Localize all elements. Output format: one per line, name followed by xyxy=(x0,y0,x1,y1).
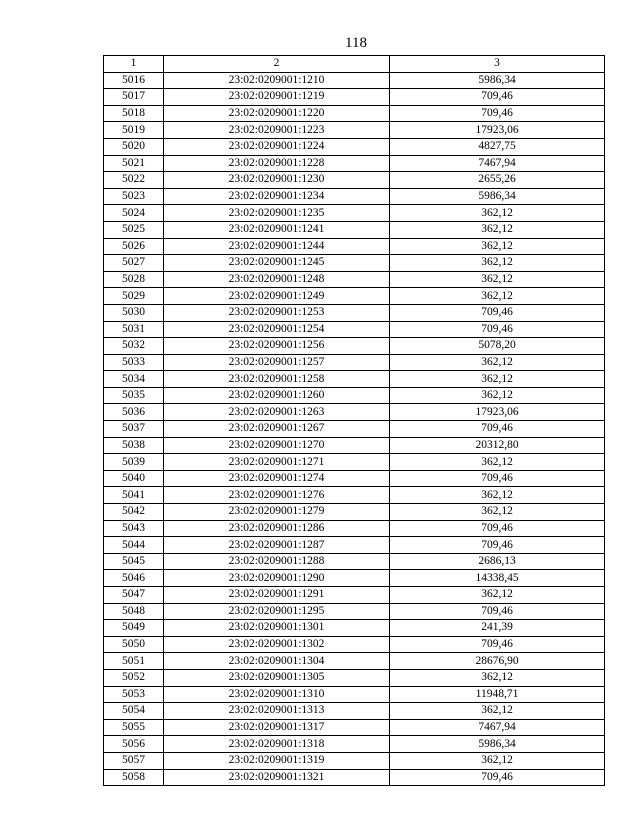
table-row xyxy=(104,89,605,106)
cadastral-number-cell: 23:02:0209001:1288 xyxy=(164,553,390,570)
row-number-cell: 5042 xyxy=(104,504,164,521)
row-number-cell: 5049 xyxy=(104,620,164,637)
cadastral-number-cell: 23:02:0209001:1276 xyxy=(164,487,390,504)
value-cell: 20312,80 xyxy=(390,437,605,454)
row-number-cell: 5038 xyxy=(104,437,164,454)
value-cell: 362,12 xyxy=(390,288,605,305)
table-row xyxy=(104,537,605,554)
value-cell: 2686,13 xyxy=(390,553,605,570)
table-row xyxy=(104,255,605,272)
value-cell: 709,46 xyxy=(390,421,605,438)
row-number-cell: 5018 xyxy=(104,105,164,122)
table-row xyxy=(104,570,605,587)
row-number-cell: 5046 xyxy=(104,570,164,587)
value-cell: 11948,71 xyxy=(390,686,605,703)
table-row xyxy=(104,769,605,786)
table-row xyxy=(104,271,605,288)
cadastral-number-cell: 23:02:0209001:1270 xyxy=(164,437,390,454)
row-number-cell: 5034 xyxy=(104,371,164,388)
table-row xyxy=(104,487,605,504)
table-row xyxy=(104,72,605,89)
cadastral-number-cell: 23:02:0209001:1248 xyxy=(164,271,390,288)
row-number-cell: 5030 xyxy=(104,304,164,321)
table-row xyxy=(104,138,605,155)
cadastral-number-cell: 23:02:0209001:1245 xyxy=(164,255,390,272)
table-row xyxy=(104,703,605,720)
row-number-cell: 5057 xyxy=(104,752,164,769)
table-row xyxy=(104,205,605,222)
value-cell: 709,46 xyxy=(390,470,605,487)
value-cell: 5078,20 xyxy=(390,338,605,355)
value-cell: 709,46 xyxy=(390,520,605,537)
row-number-cell: 5020 xyxy=(104,138,164,155)
value-cell: 362,12 xyxy=(390,221,605,238)
cadastral-number-cell: 23:02:0209001:1290 xyxy=(164,570,390,587)
value-cell: 709,46 xyxy=(390,89,605,106)
row-number-cell: 5048 xyxy=(104,603,164,620)
table-row xyxy=(104,653,605,670)
table-row xyxy=(104,553,605,570)
cadastral-number-cell: 23:02:0209001:1228 xyxy=(164,155,390,172)
table-row xyxy=(104,371,605,388)
row-number-cell: 5052 xyxy=(104,669,164,686)
value-cell: 362,12 xyxy=(390,669,605,686)
value-cell: 362,12 xyxy=(390,205,605,222)
value-cell: 28676,90 xyxy=(390,653,605,670)
cadastral-number-cell: 23:02:0209001:1274 xyxy=(164,470,390,487)
value-cell: 4827,75 xyxy=(390,138,605,155)
column-header-number: 1 xyxy=(104,56,164,73)
value-cell: 709,46 xyxy=(390,636,605,653)
cadastral-number-cell: 23:02:0209001:1302 xyxy=(164,636,390,653)
row-number-cell: 5023 xyxy=(104,188,164,205)
cadastral-number-cell: 23:02:0209001:1286 xyxy=(164,520,390,537)
value-cell: 362,12 xyxy=(390,587,605,604)
table-row xyxy=(104,421,605,438)
row-number-cell: 5025 xyxy=(104,221,164,238)
table-row xyxy=(104,752,605,769)
cadastral-number-cell: 23:02:0209001:1271 xyxy=(164,454,390,471)
row-number-cell: 5036 xyxy=(104,404,164,421)
value-cell: 709,46 xyxy=(390,304,605,321)
cadastral-number-cell: 23:02:0209001:1234 xyxy=(164,188,390,205)
table-row xyxy=(104,338,605,355)
table-row xyxy=(104,105,605,122)
value-cell: 241,39 xyxy=(390,620,605,637)
value-cell: 5986,34 xyxy=(390,72,605,89)
cadastral-number-cell: 23:02:0209001:1291 xyxy=(164,587,390,604)
cadastral-number-cell: 23:02:0209001:1267 xyxy=(164,421,390,438)
table-row xyxy=(104,470,605,487)
row-number-cell: 5039 xyxy=(104,454,164,471)
column-header-value: 3 xyxy=(390,56,605,73)
header-row xyxy=(104,56,605,73)
page-number: 118 xyxy=(345,35,367,51)
value-cell: 5986,34 xyxy=(390,188,605,205)
table-row xyxy=(104,620,605,637)
value-cell: 362,12 xyxy=(390,371,605,388)
value-cell: 362,12 xyxy=(390,255,605,272)
row-number-cell: 5047 xyxy=(104,587,164,604)
row-number-cell: 5022 xyxy=(104,172,164,189)
table-row xyxy=(104,520,605,537)
cadastral-number-cell: 23:02:0209001:1258 xyxy=(164,371,390,388)
table-row xyxy=(104,188,605,205)
cadastral-number-cell: 23:02:0209001:1254 xyxy=(164,321,390,338)
cadastral-number-cell: 23:02:0209001:1317 xyxy=(164,719,390,736)
table-row xyxy=(104,736,605,753)
value-cell: 362,12 xyxy=(390,703,605,720)
row-number-cell: 5017 xyxy=(104,89,164,106)
value-cell: 709,46 xyxy=(390,105,605,122)
table-row xyxy=(104,404,605,421)
table-row xyxy=(104,122,605,139)
cadastral-number-cell: 23:02:0209001:1260 xyxy=(164,387,390,404)
table-row xyxy=(104,603,605,620)
table-row xyxy=(104,719,605,736)
row-number-cell: 5050 xyxy=(104,636,164,653)
column-header-cadastral-number: 2 xyxy=(164,56,390,73)
cadastral-number-cell: 23:02:0209001:1224 xyxy=(164,138,390,155)
row-number-cell: 5035 xyxy=(104,387,164,404)
value-cell: 362,12 xyxy=(390,354,605,371)
row-number-cell: 5027 xyxy=(104,255,164,272)
cadastral-number-cell: 23:02:0209001:1244 xyxy=(164,238,390,255)
cadastral-number-cell: 23:02:0209001:1249 xyxy=(164,288,390,305)
row-number-cell: 5024 xyxy=(104,205,164,222)
cadastral-number-cell: 23:02:0209001:1241 xyxy=(164,221,390,238)
register-table xyxy=(103,55,605,786)
cadastral-number-cell: 23:02:0209001:1287 xyxy=(164,537,390,554)
value-cell: 7467,94 xyxy=(390,155,605,172)
row-number-cell: 5029 xyxy=(104,288,164,305)
cadastral-number-cell: 23:02:0209001:1257 xyxy=(164,354,390,371)
value-cell: 2655,26 xyxy=(390,172,605,189)
cadastral-number-cell: 23:02:0209001:1313 xyxy=(164,703,390,720)
value-cell: 7467,94 xyxy=(390,719,605,736)
value-cell: 709,46 xyxy=(390,537,605,554)
table-row xyxy=(104,636,605,653)
row-number-cell: 5043 xyxy=(104,520,164,537)
value-cell: 709,46 xyxy=(390,321,605,338)
table-row xyxy=(104,172,605,189)
value-cell: 362,12 xyxy=(390,504,605,521)
row-number-cell: 5055 xyxy=(104,719,164,736)
cadastral-number-cell: 23:02:0209001:1310 xyxy=(164,686,390,703)
cadastral-number-cell: 23:02:0209001:1253 xyxy=(164,304,390,321)
row-number-cell: 5033 xyxy=(104,354,164,371)
cadastral-number-cell: 23:02:0209001:1321 xyxy=(164,769,390,786)
cadastral-number-cell: 23:02:0209001:1230 xyxy=(164,172,390,189)
cadastral-number-cell: 23:02:0209001:1279 xyxy=(164,504,390,521)
table-row xyxy=(104,587,605,604)
value-cell: 17923,06 xyxy=(390,404,605,421)
value-cell: 362,12 xyxy=(390,487,605,504)
cadastral-number-cell: 23:02:0209001:1220 xyxy=(164,105,390,122)
cadastral-number-cell: 23:02:0209001:1210 xyxy=(164,72,390,89)
row-number-cell: 5054 xyxy=(104,703,164,720)
row-number-cell: 5028 xyxy=(104,271,164,288)
row-number-cell: 5058 xyxy=(104,769,164,786)
cadastral-number-cell: 23:02:0209001:1256 xyxy=(164,338,390,355)
row-number-cell: 5056 xyxy=(104,736,164,753)
row-number-cell: 5016 xyxy=(104,72,164,89)
value-cell: 362,12 xyxy=(390,752,605,769)
row-number-cell: 5019 xyxy=(104,122,164,139)
row-number-cell: 5051 xyxy=(104,653,164,670)
row-number-cell: 5037 xyxy=(104,421,164,438)
cadastral-number-cell: 23:02:0209001:1305 xyxy=(164,669,390,686)
table-row xyxy=(104,387,605,404)
cadastral-number-cell: 23:02:0209001:1263 xyxy=(164,404,390,421)
table-row xyxy=(104,288,605,305)
table-row xyxy=(104,304,605,321)
cadastral-number-cell: 23:02:0209001:1319 xyxy=(164,752,390,769)
value-cell: 362,12 xyxy=(390,238,605,255)
row-number-cell: 5021 xyxy=(104,155,164,172)
cadastral-number-cell: 23:02:0209001:1219 xyxy=(164,89,390,106)
cadastral-number-cell: 23:02:0209001:1318 xyxy=(164,736,390,753)
cadastral-number-cell: 23:02:0209001:1235 xyxy=(164,205,390,222)
row-number-cell: 5040 xyxy=(104,470,164,487)
row-number-cell: 5041 xyxy=(104,487,164,504)
row-number-cell: 5031 xyxy=(104,321,164,338)
table-row xyxy=(104,504,605,521)
table-row xyxy=(104,155,605,172)
cadastral-number-cell: 23:02:0209001:1301 xyxy=(164,620,390,637)
cadastral-number-cell: 23:02:0209001:1304 xyxy=(164,653,390,670)
table-row xyxy=(104,354,605,371)
value-cell: 5986,34 xyxy=(390,736,605,753)
table-header xyxy=(104,56,605,73)
row-number-cell: 5045 xyxy=(104,553,164,570)
table-row xyxy=(104,686,605,703)
table-body xyxy=(104,72,605,786)
table-row xyxy=(104,669,605,686)
cadastral-number-cell: 23:02:0209001:1295 xyxy=(164,603,390,620)
cadastral-number-cell: 23:02:0209001:1223 xyxy=(164,122,390,139)
row-number-cell: 5032 xyxy=(104,338,164,355)
value-cell: 14338,45 xyxy=(390,570,605,587)
table-row xyxy=(104,238,605,255)
table-row xyxy=(104,454,605,471)
table-row xyxy=(104,321,605,338)
value-cell: 362,12 xyxy=(390,271,605,288)
row-number-cell: 5026 xyxy=(104,238,164,255)
value-cell: 709,46 xyxy=(390,603,605,620)
table-row xyxy=(104,221,605,238)
table-row xyxy=(104,437,605,454)
row-number-cell: 5044 xyxy=(104,537,164,554)
row-number-cell: 5053 xyxy=(104,686,164,703)
value-cell: 709,46 xyxy=(390,769,605,786)
value-cell: 362,12 xyxy=(390,454,605,471)
value-cell: 362,12 xyxy=(390,387,605,404)
value-cell: 17923,06 xyxy=(390,122,605,139)
